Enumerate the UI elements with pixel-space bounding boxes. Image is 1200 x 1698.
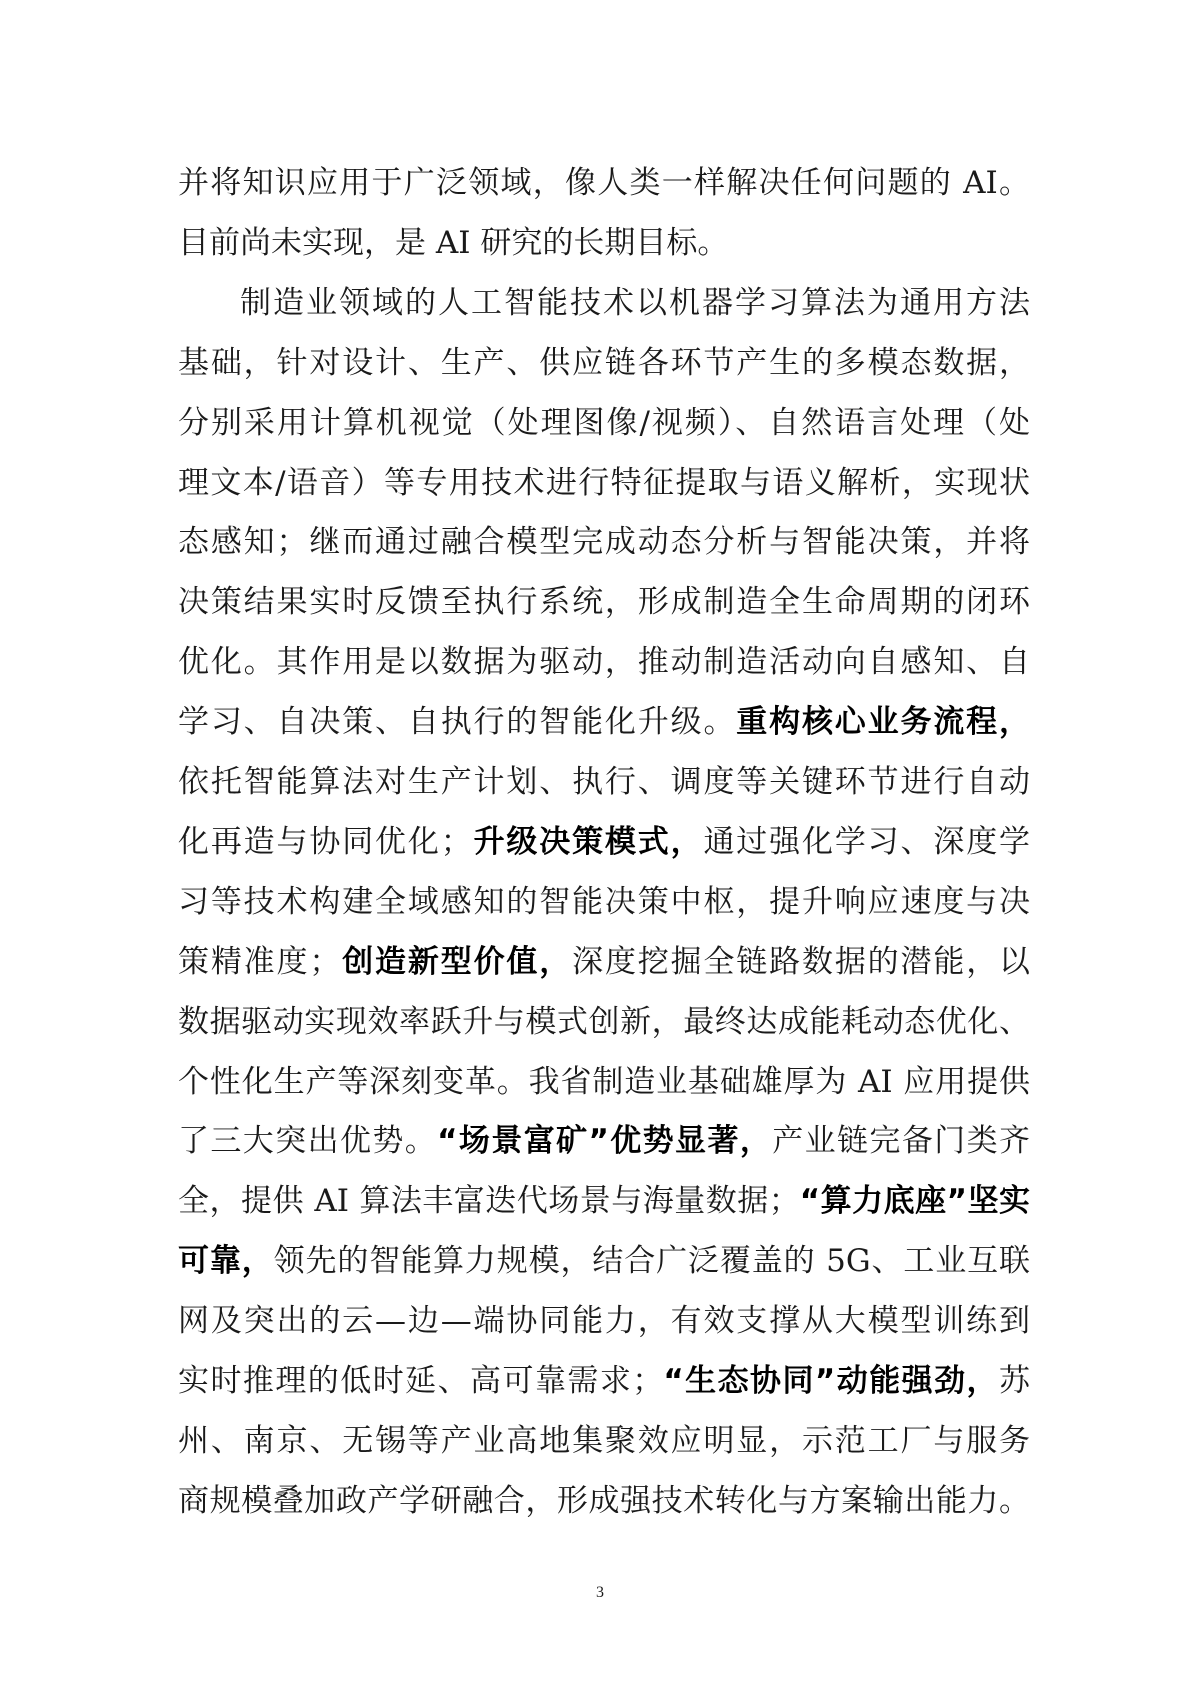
text-run: 全，提供 AI 算法丰富迭代场景与海量数据； — [178, 1183, 800, 1220]
text-run: 学习、自决策、自执行的智能化升级。 — [178, 704, 737, 741]
bold-phrase: 升级决策模式， — [471, 823, 704, 860]
text-line — [178, 393, 1030, 453]
text-run: 并将知识应用于广泛领域，像人类一样解决任何问题的 AI。 — [178, 165, 1030, 201]
text-run: 商规模叠加政产学研融合，形成强技术转化与方案输出能力。 — [178, 1482, 1030, 1519]
bold-phrase: 创造新型价值， — [340, 943, 573, 980]
text-line — [178, 1171, 1030, 1231]
text-line — [178, 1231, 1030, 1291]
text-line — [178, 453, 1030, 513]
text-run: 领先的智能算力规模，结合广泛覆盖的 5G、工业互联 — [273, 1243, 1031, 1280]
text-run: 州、南京、无锡等产业高地集聚效应明显，示范工厂与服务 — [178, 1422, 1030, 1459]
text-run: 分别采用计算机视觉（处理图像/视频）、自然语言处理（处 — [178, 404, 1030, 441]
text-run: 深度挖掘全链路数据的潜能，以 — [572, 943, 1031, 980]
text-line — [178, 572, 1030, 632]
text-line — [178, 1291, 1030, 1351]
text-run: 制造业领域的人工智能技术以机器学习算法为通用方法 — [240, 284, 1030, 321]
text-line — [178, 752, 1030, 812]
text-run: 策精准度； — [178, 943, 341, 980]
text-run: 了三大突出优势。 — [178, 1123, 438, 1160]
bold-phrase: 重构核心业务流程， — [736, 704, 1031, 741]
text-line — [178, 1052, 1030, 1112]
text-run: 通过强化学习、深度学 — [703, 823, 1031, 860]
text-run: 网及突出的云—边—端协同能力，有效支撑从大模型训练到 — [178, 1303, 1030, 1340]
text-line — [178, 1411, 1030, 1471]
text-run: 产业链完备门类齐 — [772, 1123, 1031, 1160]
text-run: 依托智能算法对生产计划、执行、调度等关键环节进行自动 — [178, 764, 1030, 800]
text-run: 理文本/语音）等专用技术进行特征提取与语义解析，实现状 — [178, 464, 1030, 501]
text-run: 化再造与协同优化； — [178, 823, 472, 860]
text-line — [178, 932, 1030, 992]
text-run: 个性化生产等深刻变革。我省制造业基础雄厚为 AI 应用提供 — [178, 1063, 1030, 1100]
text-line — [178, 872, 1030, 932]
text-line — [178, 333, 1030, 393]
text-line — [178, 213, 1030, 273]
text-run: 数据驱动实现效率跃升与模式创新，最终达成能耗动态优化、 — [178, 1003, 1030, 1040]
text-run: 实时推理的低时延、高可靠需求； — [178, 1363, 664, 1399]
text-run: 优化。其作用是以数据为驱动，推动制造活动向自感知、自 — [178, 644, 1030, 681]
text-line — [178, 992, 1030, 1052]
text-line — [178, 1351, 1030, 1411]
text-line — [178, 632, 1030, 692]
bold-phrase: “生态协同”动能强劲， — [663, 1363, 1000, 1399]
bold-phrase: “场景富矿”优势显著， — [437, 1123, 773, 1160]
bold-phrase: “算力底座”坚实 — [799, 1183, 1031, 1220]
bold-phrase: 可靠， — [178, 1243, 274, 1280]
text-run: 基础，针对设计、生产、供应链各环节产生的多模态数据， — [178, 344, 1030, 381]
text-run: 目前尚未实现，是 AI 研究的长期目标。 — [178, 224, 729, 261]
text-run: 决策结果实时反馈至执行系统，形成制造全生命周期的闭环 — [178, 584, 1030, 621]
text-line — [178, 1111, 1030, 1171]
text-line — [178, 812, 1030, 872]
text-line — [178, 1471, 1030, 1531]
text-run: 习等技术构建全域感知的智能决策中枢，提升响应速度与决 — [178, 883, 1030, 920]
text-run: 态感知；继而通过融合模型完成动态分析与智能决策，并将 — [178, 524, 1030, 561]
text-line — [178, 692, 1030, 752]
text-line — [240, 273, 1030, 333]
text-line — [178, 153, 1030, 213]
page-number: 3 — [596, 1584, 604, 1601]
text-run: 苏 — [999, 1363, 1031, 1399]
text-line — [178, 512, 1030, 572]
